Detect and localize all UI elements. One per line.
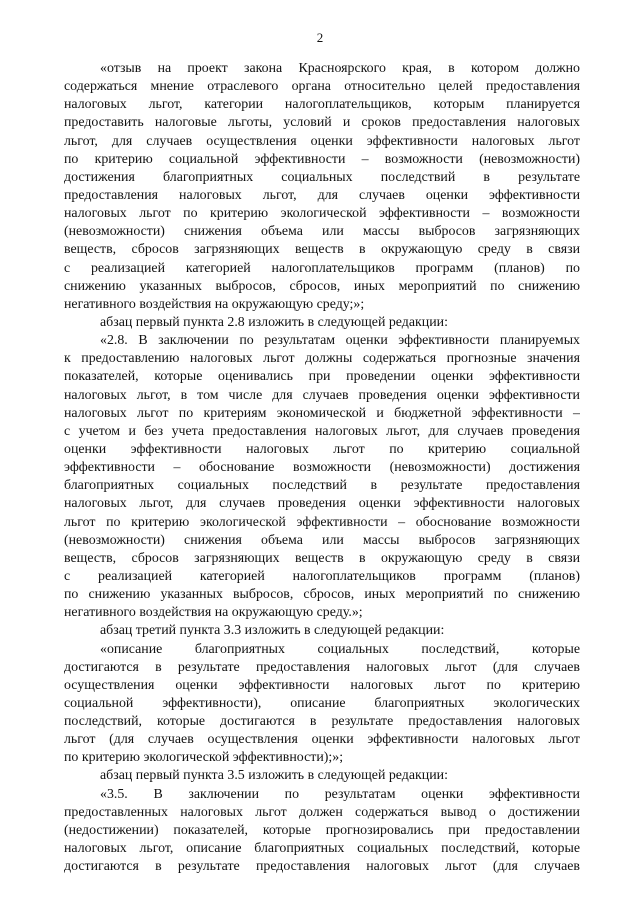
text-line: содержаться мнение отраслевого органа относительно целей предоставления (64, 79, 580, 95)
text-line: налоговых льгот, описание благоприятных социальных последствий, которые (64, 841, 580, 857)
text-line: налоговых льгот по критериям экономической и бюджетной эффективности – (64, 405, 580, 421)
text-line: налоговых льгот, категории налогоплательщиков, которым планируется (64, 97, 580, 113)
text-line: абзац третий пункта 3.3 изложить в следующей редакции: (100, 623, 445, 639)
page-number: 2 (316, 30, 324, 45)
document-body (64, 60, 580, 876)
text-line: «2.8. В заключении по результатам оценки эффективности планируемых (100, 333, 580, 349)
text-line: (невозможности) снижения объема или массы выбросов загрязняющих (64, 532, 580, 548)
text-line: негативного воздействия на окружающую среду.»; (64, 605, 363, 621)
text-line: (недостижении) показателей, которые прогнозировались при предоставлении (64, 822, 580, 838)
text-line: последствий, которые достигаются в результате предоставления налоговых (64, 714, 580, 730)
text-line: снижению указанных выбросов, сбросов, иных мероприятий по снижению (64, 278, 580, 294)
text-line: льгот по критерию экологической эффективности – обоснование возможности (64, 514, 580, 530)
text-line: социальной эффективности), описание благоприятных экологических (64, 695, 580, 711)
text-line: достижения благоприятных социальных последствий в результате (64, 169, 580, 185)
text-line: веществ, сбросов загрязняющих веществ в окружающую среду в связи (64, 242, 580, 258)
text-line: налоговых льгот по критерию экологической эффективности – возможности (64, 206, 580, 222)
text-line: достигаются в результате предоставления налоговых льгот (для случаев (64, 859, 580, 875)
text-line: достигаются в результате предоставления налоговых льгот (для случаев (64, 659, 580, 675)
text-line: оценки эффективности налоговых льгот по критерию социальной (64, 441, 580, 457)
text-line: налоговых льгот, для случаев проведения оценки эффективности налоговых (64, 496, 580, 512)
text-line: (невозможности) снижения объема или массы выбросов загрязняющих (64, 224, 580, 240)
text-line: по критерию экологической эффективности);»; (64, 750, 344, 766)
text-line: по снижению указанных выбросов, сбросов, иных мероприятий по снижению (64, 587, 580, 603)
text-line: благоприятных социальных последствий в результате предоставления (64, 478, 580, 494)
text-line: предоставленных налоговых льгот должен содержаться вывод о достижении (64, 804, 580, 820)
text-line: абзац первый пункта 2.8 изложить в следующей редакции: (100, 314, 448, 330)
text-line: налоговых льгот, в том числе для случаев проведения оценки эффективности (64, 387, 580, 403)
text-line: показателей, которые оценивались при проведении оценки эффективности (64, 369, 580, 385)
text-line: с реализацией категорией налогоплательщиков программ (планов) (64, 568, 580, 584)
text-line: негативного воздействия на окружающую среду;»; (64, 296, 365, 312)
text-line: осуществления оценки эффективности налоговых льгот по критерию (64, 677, 580, 693)
text-line: льгот, для случаев осуществления оценки эффективности налоговых льгот (64, 133, 580, 149)
text-line: «отзыв на проект закона Красноярского края, в котором должно (100, 61, 580, 76)
text-line: по критерию социальной эффективности – возможности (невозможности) (64, 151, 580, 167)
text-line: льгот (для случаев осуществления оценки эффективности налоговых льгот (64, 732, 580, 748)
text-line: предоставить налоговые льготы, условий и сроков предоставления налоговых (64, 115, 580, 131)
text-line: абзац первый пункта 3.5 изложить в следующей редакции: (100, 768, 448, 784)
text-line: с реализацией категорией налогоплательщиков программ (планов) по (64, 260, 580, 276)
text-line: «описание благоприятных социальных последствий, которые (100, 641, 580, 657)
text-line: эффективности – обоснование возможности (невозможности) достижения (64, 460, 580, 476)
text-line: к предоставлению налоговых льгот должны содержаться прогнозные значения (64, 351, 580, 367)
text-line: с учетом и без учета предоставления налоговых льгот, для случаев проведения (64, 423, 580, 439)
text-line: предоставления налоговых льгот, для случаев оценки эффективности (64, 187, 580, 203)
text-line: «3.5. В заключении по результатам оценки эффективности (100, 786, 580, 802)
text-line: веществ, сбросов загрязняющих веществ в окружающую среду в связи (64, 550, 580, 566)
